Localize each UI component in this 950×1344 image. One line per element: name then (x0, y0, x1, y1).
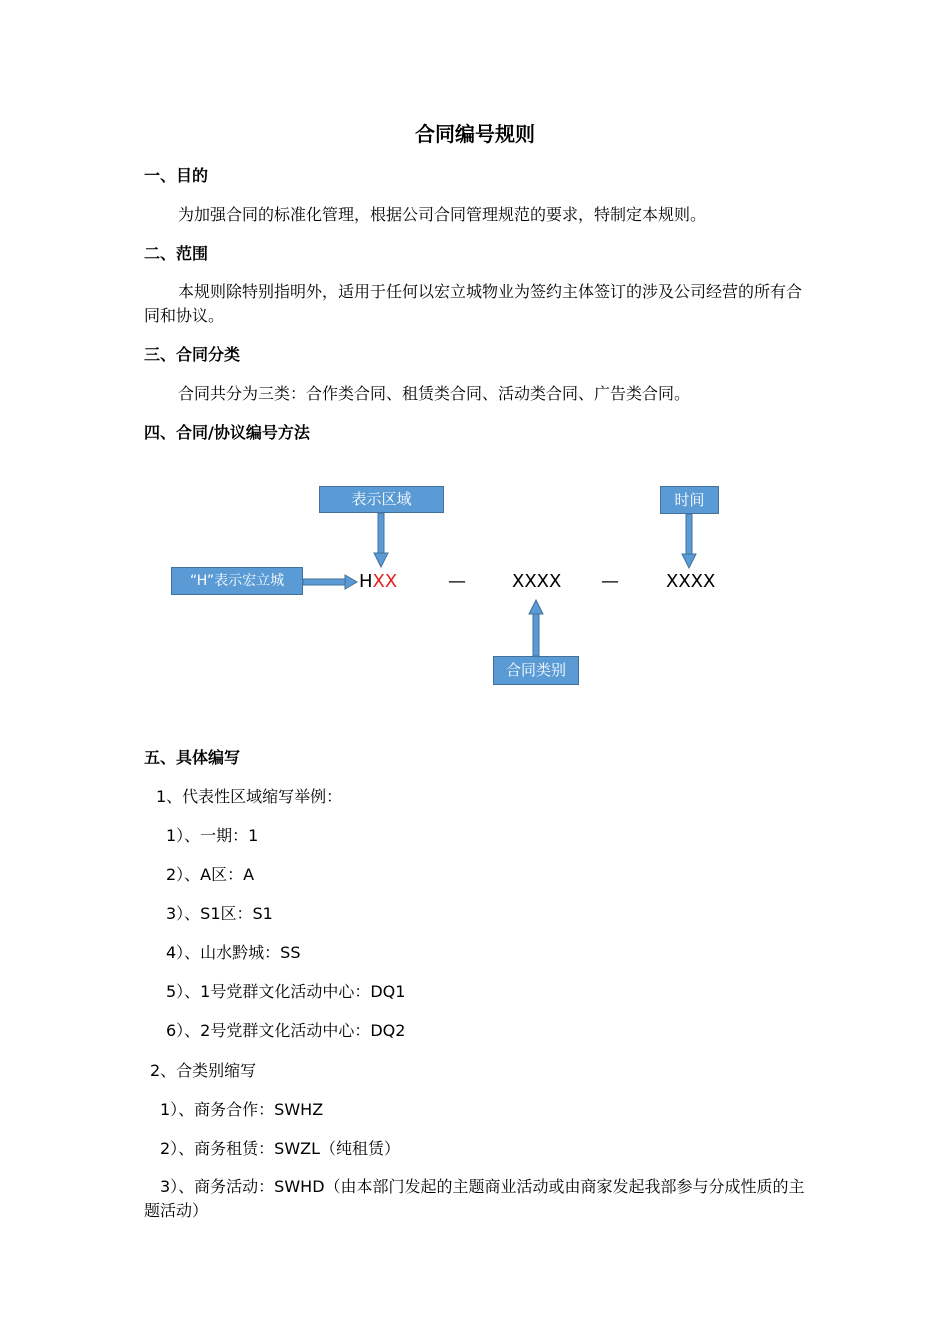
section-text-classification: 合同共分为三类：合作类合同、租赁类合同、活动类合同、广告类合同。 (178, 384, 691, 403)
arrow-down-region (374, 513, 388, 567)
section-text-scope: 本规则除特别指明外，适用于任何以宏立城物业为签约主体签订的涉及公司经营的所有合同和协议。 (144, 282, 803, 325)
region-list-item: 1）、一期：1 (166, 826, 259, 845)
label-box-contract-type: 合同类别 (493, 656, 579, 685)
arrow-down-time (682, 514, 696, 568)
region-list-item: 5）、1号党群文化活动中心：DQ1 (166, 982, 406, 1001)
section-heading-purpose: 一、目的 (144, 166, 209, 185)
arrow-up-type (529, 600, 543, 656)
code-type-xxxx: XXXX (512, 571, 562, 592)
doc-title: 合同编号规则 (415, 122, 535, 146)
code-region-xx: XX (372, 571, 398, 592)
type-list-title: 2、合类别缩写 (150, 1061, 257, 1080)
section-heading-details: 五、具体编写 (144, 748, 241, 767)
region-list-title: 1、代表性区域缩写举例： (156, 787, 343, 806)
type-list-item: 2）、商务租赁：SWZL（纯租赁） (160, 1139, 401, 1158)
section-heading-scope: 二、范围 (144, 244, 209, 263)
type-list-item: 3）、商务活动：SWHD（由本部门发起的主题商业活动或由商家发起我部参与分成性质的主题活动） (144, 1177, 805, 1220)
code-time-xxxx: XXXX (666, 571, 716, 592)
type-list-item: 1）、商务合作：SWHZ (160, 1100, 324, 1119)
region-list-item: 3）、S1区：S1 (166, 904, 273, 923)
section-heading-numbering: 四、合同/协议编号方法 (144, 423, 310, 442)
label-box-time: 时间 (660, 486, 719, 514)
region-list-item: 6）、2号党群文化活动中心：DQ2 (166, 1021, 406, 1040)
region-list-item: 2）、A区：A (166, 865, 255, 884)
code-dash-2: — (601, 571, 619, 592)
arrow-right-h (303, 575, 357, 589)
code-h: H (359, 571, 373, 592)
region-list-item: 4）、山水黔城：SS (166, 943, 301, 962)
code-dash-1: — (448, 571, 466, 592)
code-prefix (359, 571, 397, 592)
label-box-region: 表示区域 (319, 486, 444, 513)
section-text-purpose: 为加强合同的标准化管理，根据公司合同管理规范的要求，特制定本规则。 (178, 205, 707, 224)
label-box-h-company: “H”表示宏立城 (171, 567, 303, 595)
section-heading-classification: 三、合同分类 (144, 345, 241, 364)
